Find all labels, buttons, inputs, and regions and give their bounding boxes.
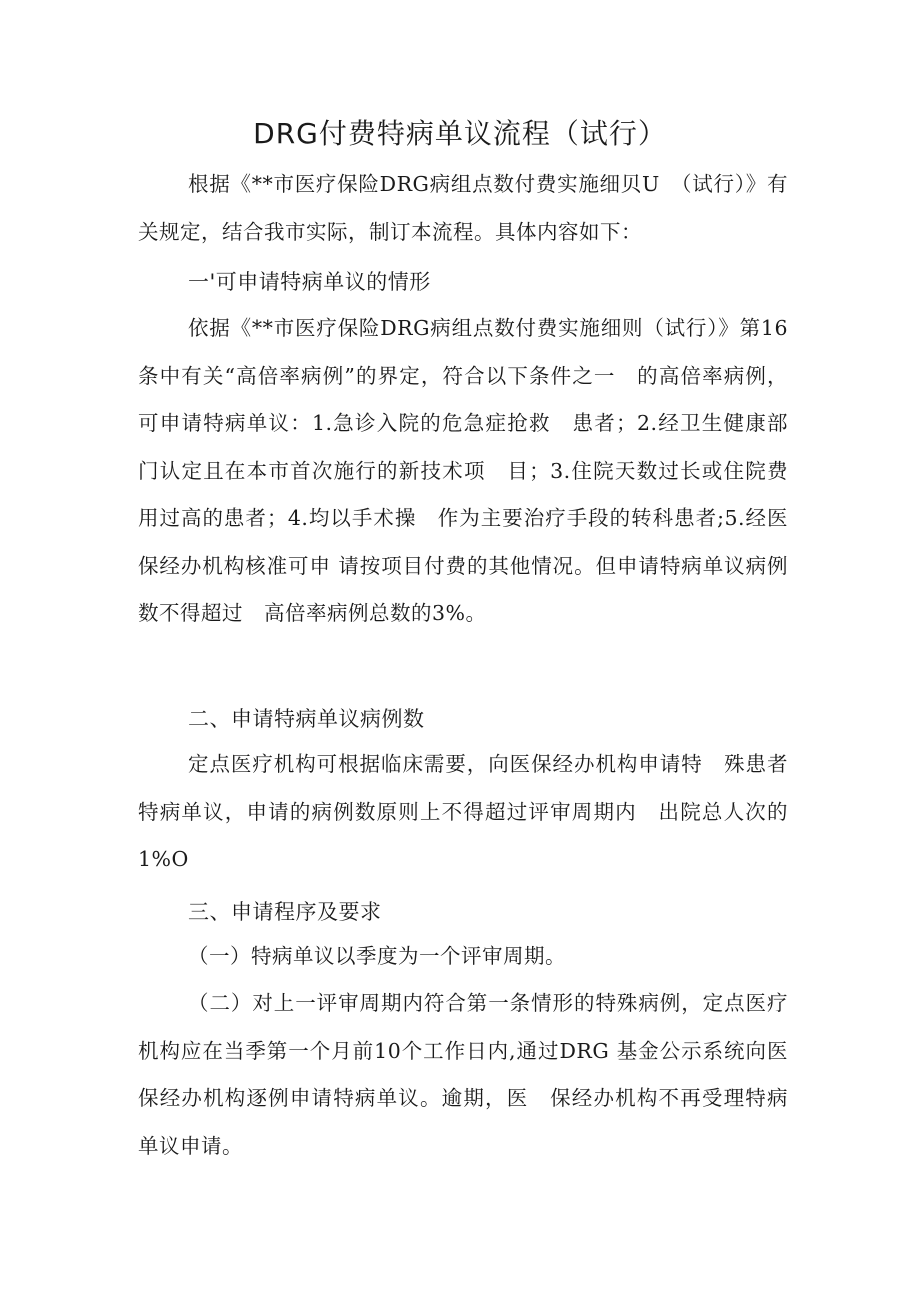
section-heading-2: 二、申请特病单议病例数 [188,707,425,731]
section-heading-3: 三、申请程序及要求 [188,900,382,924]
document-title: DRG付费特病单议流程（试行） [253,117,667,150]
section-heading-1: 一'可申请特病单议的情形 [188,270,431,294]
section-3-paragraph-1: （一）特病单议以季度为一个评审周期。 [188,944,566,968]
section-3-paragraph-2: （二）对上一评审周期内符合第一条情形的特殊病例，定点医疗机构应在当季第一个月前10个工作日内,通过DRG 基金公示系统向医保经办机构逐例申请特病单议。逾期，医 保经办机构不再受理特病单议申请。 [138,991,788,1158]
intro-paragraph: 根据《**市医疗保险DRG病组点数付费实施细贝U （试行）》有关规定，结合我市实际，制订本流程。具体内容如下： [138,172,788,244]
section-1-paragraph: 依据《**市医疗保险DRG病组点数付费实施细则（试行）》第16条中有关“高倍率病例”的界定，符合以下条件之一 的高倍率病例，可申请特病单议：1.急诊入院的危急症抢救 患者；2.经卫生健康部门认定且在本市首次施行的新技术项 目；3.住院天数过长或住院费用过高的患者；4.均以手术操 作为主要治疗手段的转科患者;5.经医保经办机构核准可申 请按项目付费的其他情况。但申请特病单议病例数不得超过 高倍率病例总数的3%。 [138,316,788,625]
section-2-paragraph: 定点医疗机构可根据临床需要，向医保经办机构申请特 殊患者特病单议，申请的病例数原则上不得超过评审周期内 出院总人次的1%O [138,752,788,871]
